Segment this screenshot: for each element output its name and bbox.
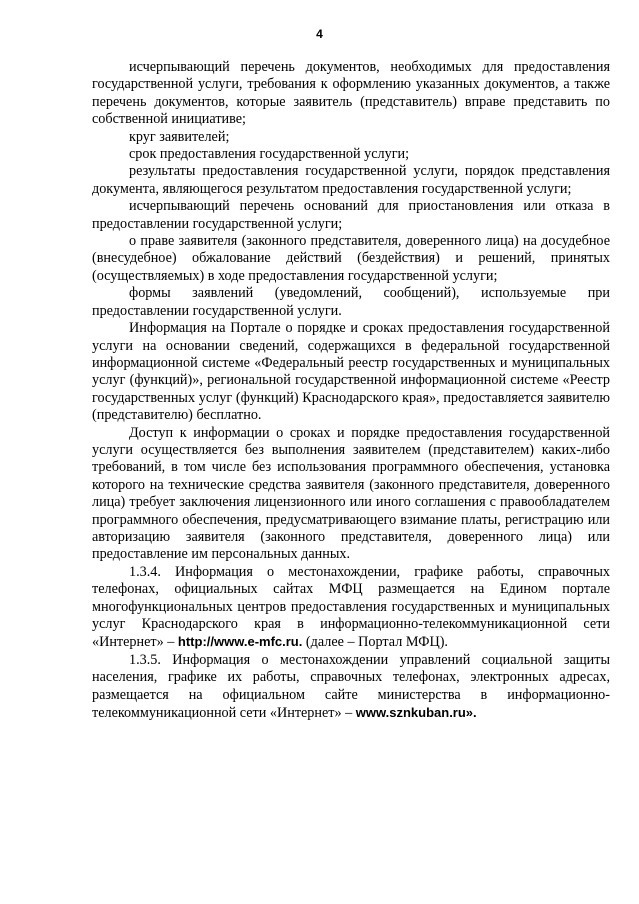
paragraph-1-3-4-text: 1.3.4. Информация о местонахождении, графике работы, справочных телефонах, официальных сайтах МФЦ размещается на Едином портале многофункциональных центров предоставления государственных и муниципальных услуг Краснодарского края в информационно-телекоммуникационной сети «Интернет» – bbox=[92, 563, 610, 651]
paragraph-access-info: Доступ к информации о сроках и порядке предоставления государственной услуги осуществляется без выполнения заявителем (представителем) каких-либо требований, в том числе без использования программного обеспечения, установка которого на технические средства заявителя (законного представителя, доверенного лица) требует заключения лицензионного или иного соглашения с правообладателем программного обеспечения, предусматривающего взимание платы, регистрацию или авторизацию заявителя (законного представителя, доверенного лица) или предоставление им персональных данных. bbox=[92, 424, 610, 563]
paragraph-1-3-4 bbox=[92, 564, 610, 652]
paragraph-1-3-5 bbox=[92, 652, 610, 723]
paragraph-1-3-5-text: 1.3.5. Информация о местонахождении управлений социальной защиты населения, графике их работы, справочных телефонах, электронных адресах, размещается на официальном сайте министерства в информационно-телекоммуникационной сети «Интернет» – bbox=[92, 651, 610, 722]
paragraph-application-forms: формы заявлений (уведомлений, сообщений), используемые при предоставлении государственной услуги. bbox=[92, 285, 610, 319]
paragraph-service-term: срок предоставления государственной услуги; bbox=[129, 146, 410, 163]
mfc-portal-link[interactable]: http://www.e-mfc.ru. bbox=[177, 634, 303, 650]
paragraph-service-results: результаты предоставления государственной услуги, порядок представления документа, являющегося результатом предоставления государственной услуги; bbox=[92, 163, 610, 197]
paragraph-appeal-right: о праве заявителя (законного представителя, доверенного лица) на досудебное (внесудебное) обжалование действий (бездействия) и решений, принятых (осуществляемых) в ходе предоставления государственной услуги; bbox=[92, 233, 610, 284]
paragraph-1-3-4-tail: (далее – Портал МФЦ). bbox=[302, 634, 448, 651]
paragraph-documents-list: исчерпывающий перечень документов, необходимых для предоставления государственной услуги, требования к оформлению указанных документов, а также перечень документов, которые заявитель (представитель) вправе представить по собственной инициативе; bbox=[92, 59, 610, 128]
ministry-site-link[interactable]: www.sznkuban.ru». bbox=[355, 705, 477, 721]
paragraph-applicants: круг заявителей; bbox=[129, 128, 230, 145]
paragraph-portal-info: Информация на Портале о порядке и сроках предоставления государственной услуги на основании сведений, содержащихся в федеральной государственной информационной системе «Федеральный реестр государственных и муниципальных услуг (функций)», региональной государственной информационной системе «Реестр государственных услуг (функций) Краснодарского края», предоставляется заявителю (представителю) бесплатно. bbox=[92, 320, 610, 424]
page-number: 4 bbox=[316, 27, 323, 41]
paragraph-refusal-grounds: исчерпывающий перечень оснований для приостановления или отказа в предоставлении государственной услуги; bbox=[92, 198, 610, 232]
document-body bbox=[92, 59, 610, 722]
